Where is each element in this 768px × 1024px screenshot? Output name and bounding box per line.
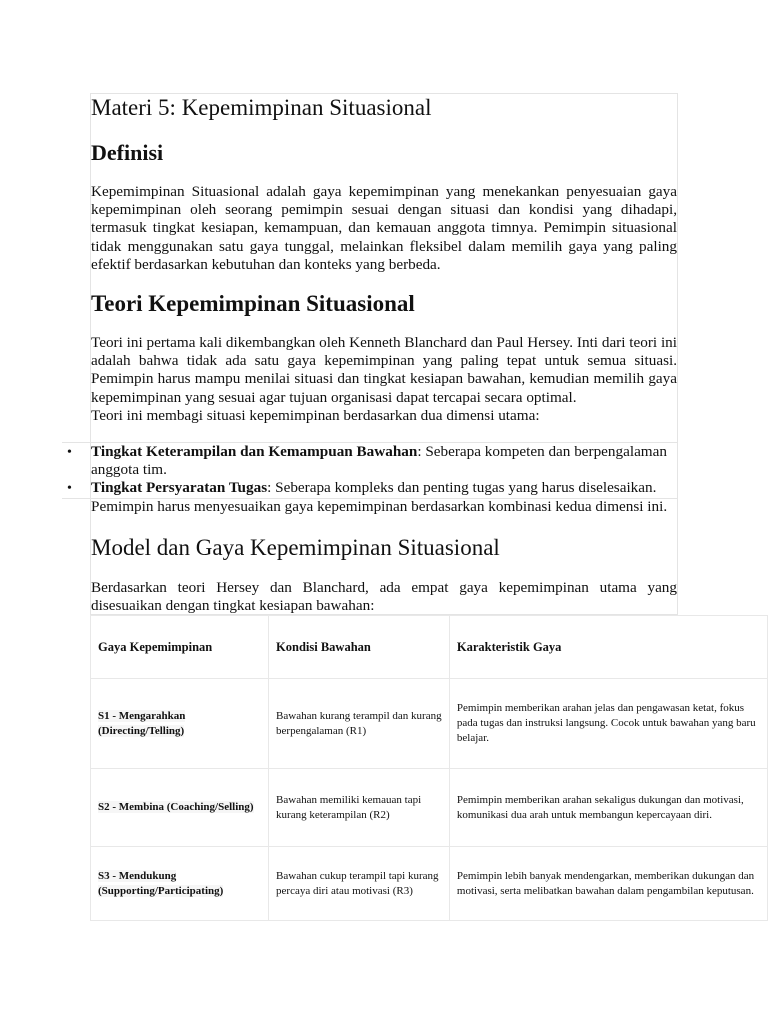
model-heading: Model dan Gaya Kepemimpinan Situasional <box>91 535 500 560</box>
header-gaya: Gaya Kepemimpinan <box>91 616 269 679</box>
definisi-paragraph: Kepemimpinan Situasional adalah gaya kepemimpinan yang menekankan penyesuaian gaya kepemimpinan oleh seorang pemimpin sesuai dengan situasi dan kondisi yang dihadapi, termasuk tingkat kesiapan, kemampuan, dan kemauan anggota timnya. Pemimpin situasional tidak menggunakan satu gaya tunggal, melainkan fleksibel dalam memilih gaya yang paling efektif berdasarkan kebutuhan dan konteks yang berbeda. <box>91 183 677 273</box>
definisi-heading: Definisi <box>91 140 164 165</box>
bullet-icon: • <box>67 481 72 496</box>
cell-kondisi: Bawahan cukup terampil tapi kurang percaya diri atau motivasi (R3) <box>269 847 450 921</box>
teori-intro: Teori ini membagi situasi kepemimpinan berdasarkan dua dimensi utama: <box>91 407 540 424</box>
cell-karakteristik: Pemimpin memberikan arahan jelas dan pengawasan ketat, fokus pada tugas dan instruksi langsung. Cocok untuk bawahan yang baru belajar. <box>449 679 767 769</box>
bullet-term: Tingkat Keterampilan dan Kemampuan Bawahan <box>91 443 418 460</box>
table-row <box>91 847 768 921</box>
bullet-desc: : Seberapa kompeten dan berpengalaman anggota tim. <box>91 443 667 479</box>
cell-kondisi: Bawahan kurang terampil dan kurang berpengalaman (R1) <box>269 679 450 769</box>
teori-heading: Teori Kepemimpinan Situasional <box>91 291 415 316</box>
bullet-desc: : Seberapa kompleks dan penting tugas yang harus diselesaikan. <box>267 479 657 496</box>
cell-gaya: S1 - Mengarahkan (Directing/Telling) <box>91 679 269 769</box>
list-item <box>91 443 677 479</box>
cell-gaya: S2 - Membina (Coaching/Selling) <box>91 769 269 847</box>
table-header-row <box>91 616 768 679</box>
teori-closing: Pemimpin harus menyesuaikan gaya kepemimpinan berdasarkan kombinasi kedua dimensi ini. <box>91 498 668 515</box>
bullet-term: Tingkat Persyaratan Tugas <box>91 479 268 496</box>
header-kondisi: Kondisi Bawahan <box>269 616 450 679</box>
cell-karakteristik: Pemimpin memberikan arahan sekaligus dukungan dan motivasi, komunikasi dua arah untuk membangun kepercayaan diri. <box>449 769 767 847</box>
model-paragraph: Berdasarkan teori Hersey dan Blanchard, ada empat gaya kepemimpinan utama yang disesuaikan dengan tingkat kesiapan bawahan: <box>91 579 677 615</box>
bullet-icon: • <box>67 445 72 460</box>
cell-karakteristik: Pemimpin lebih banyak mendengarkan, memberikan dukungan dan motivasi, serta melibatkan bawahan dalam pengambilan keputusan. <box>449 847 767 921</box>
list-item <box>91 479 677 497</box>
table-row <box>91 769 768 847</box>
cell-gaya: S3 - Mendukung (Supporting/Participating) <box>91 847 269 921</box>
cell-kondisi: Bawahan memiliki kemauan tapi kurang keterampilan (R2) <box>269 769 450 847</box>
header-karakteristik: Karakteristik Gaya <box>449 616 767 679</box>
table-row <box>91 679 768 769</box>
teori-paragraph: Teori ini pertama kali dikembangkan oleh Kenneth Blanchard dan Paul Hersey. Inti dari teori ini adalah bahwa tidak ada satu gaya kepemimpinan yang paling tepat untuk semua situasi. Pemimpin harus mampu menilai situasi dan tingkat kesiapan bawahan, kemudian memilih gaya kepemimpinan yang sesuai agar tujuan organisasi dapat tercapai secara optimal. <box>91 334 677 406</box>
page-title: Materi 5: Kepemimpinan Situasional <box>91 95 432 120</box>
gaya-table <box>90 615 768 921</box>
